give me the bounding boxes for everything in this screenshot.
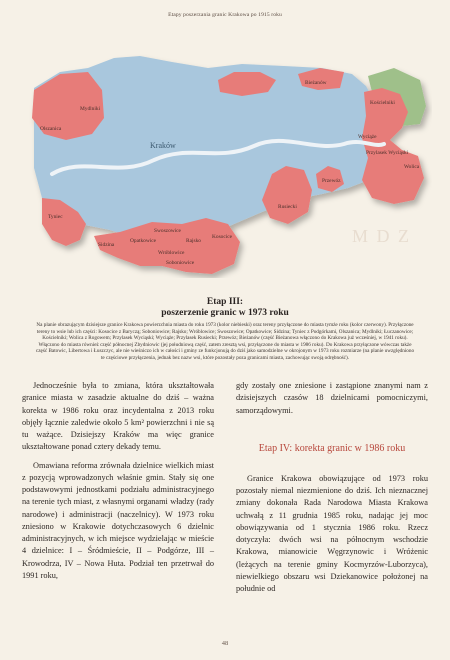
paragraph-continuation: gdy zostały one zniesione i zastąpione znanymi nam z dzisiejszych czasów 18 dzielnicami pomocniczymi, samorządowymi. (236, 381, 428, 415)
map-figure (22, 28, 432, 278)
left-column (22, 380, 214, 588)
map-label-swoszowice: Swoszowice (154, 228, 181, 234)
section-heading: Etap IV: korekta granic w 1986 roku (258, 442, 406, 454)
city-name-label: Kraków (150, 141, 176, 150)
figure-caption-title (0, 297, 450, 319)
map-label-opatkowice: Opatkowice (130, 238, 157, 244)
paragraph: Granice Krakowa obowiązujące od 1973 roku pozostały niemal niezmienione do dziś. Ich nieznacznej zmiany dokonała Rada Narodowa Miasta Krakowa uchwałą z 11 grudnia 1985 roku, nadając jej moc obowiązywania od 1 stycznia 1986 roku. Rzecz dotyczyła: dwóch wsi na północnym wschodzie Krakowa, mianowicie Węgrzynowic i Wróżenic (leżących na terenie gminy Kocmyrzów-Luborzyca), niewielkiego obszaru wsi Dziekanowice położonej na południe od (236, 473, 428, 593)
map-label-wyciaze: Wyciąże (358, 134, 377, 140)
paragraph: Omawiana reforma zrównała dzielnice wielkich miast z pozycją wprowadzonych właśnie gmin. Stały się one podstawowymi jednostkami podziału administracyjnego na terenie tych miast, z własnymi organami władzy (rady narodowe) i administracji (naczelnicy). W 1973 roku zniesiono w Krakowie dotychczasowych 6 dzielnic administracyjnych, w ich miejsce wydzielając w mieście 4 dzielnice: I – Śródmieście, II – Podgórze, III – Krowodrza, IV – Nowa Huta. Podział ten przetrwał do 1991 roku, (22, 460, 214, 580)
page-number: 48 (221, 640, 229, 647)
map-label-wolica: Wolica (404, 164, 420, 170)
map-label-wroblowice: Wróblowice (158, 250, 185, 256)
background-lettering: M D Z (352, 226, 411, 246)
figure-caption-text: Na planie obrazującym dzisiejsze granice Krakowa powierzchnia miasta do roku 1973 (kolor niebieski) oraz tereny przyłączone do miasta tymże roku (kolor czerwony). Przyłączone tereny to wsie lub ich części: Kosocice z Baryczą; Soboniowice; Rajsko; Wróblowice; Swoszowice; Opatkowice; Sidzina; Tyniec z Podgórkami, Olszanica; Mydlniki; Łuczanowice; Kościelniki; Wolica z Rogowem; Przylasek Wyciąski; Wyciąże; Przylasek Rusiecki; Przewóz; Bieżanów (część Bieżanowa włączono do Krakowa już wcześniej, w 1941 roku). Włączono do miasta również część północnej Zbydniowic (jej południową część, zatem zresztą wsi, przyłączone do miasta w 1986 roku). Do Krakowa przyłączone wówczas także część Batowic, Libertowa i Łuszczyc, ale nie wieśniczo ich w całości i gminy ze funkcjonują do dziś jako samodzielne w okrojonym w 1973 roku rozmiarze (na planie uwzględniono te częściowe przyłączenia, jednak bez nazw wsi, które pozostały poza granicami miasta, zachowując swoją odrębność). (35, 322, 415, 361)
map-label-przewoz: Przewóz (322, 178, 341, 184)
running-head: Etapy poszerzania granic Krakowa po 1915 roku (168, 12, 282, 18)
caption-title-line2: poszerzenie granic w 1973 roku (161, 308, 289, 318)
map-label-sidzina: Sidzina (98, 242, 115, 248)
city-boundary-map (22, 28, 432, 278)
map-label-biezanow: Bieżanów (305, 80, 327, 86)
map-label-koscielniki: Kościelniki (370, 100, 395, 106)
map-label-mydlniki: Mydlniki (80, 106, 101, 112)
map-label-rusiecki: Rusiecki (278, 204, 297, 210)
map-label-olszanica: Olszanica (40, 126, 62, 132)
right-column (236, 380, 428, 601)
map-label-soboniowice: Soboniowice (166, 260, 195, 266)
map-label-rajsko: Rajsko (186, 238, 201, 244)
map-label-przylasek-wyciaski: Przylasek Wyciąski (366, 150, 409, 156)
map-label-tyniec: Tyniec (48, 214, 63, 220)
caption-title-line1: Etap III: (206, 297, 244, 307)
map-label-kosocice: Kosocice (212, 234, 233, 240)
paragraph: Jednocześnie była to zmiana, która ukształtowała granice miasta w zasadzie aktualne do dziś – ważna korekta w 1986 roku oraz incydentalna z 2013 roku objęły łącznie zaledwie około 5 km² powierzchni i nie są tu ważące. Dzisiejszy Kraków ma więc granice ukształtowane ponad cztery dekady temu. (22, 381, 214, 452)
